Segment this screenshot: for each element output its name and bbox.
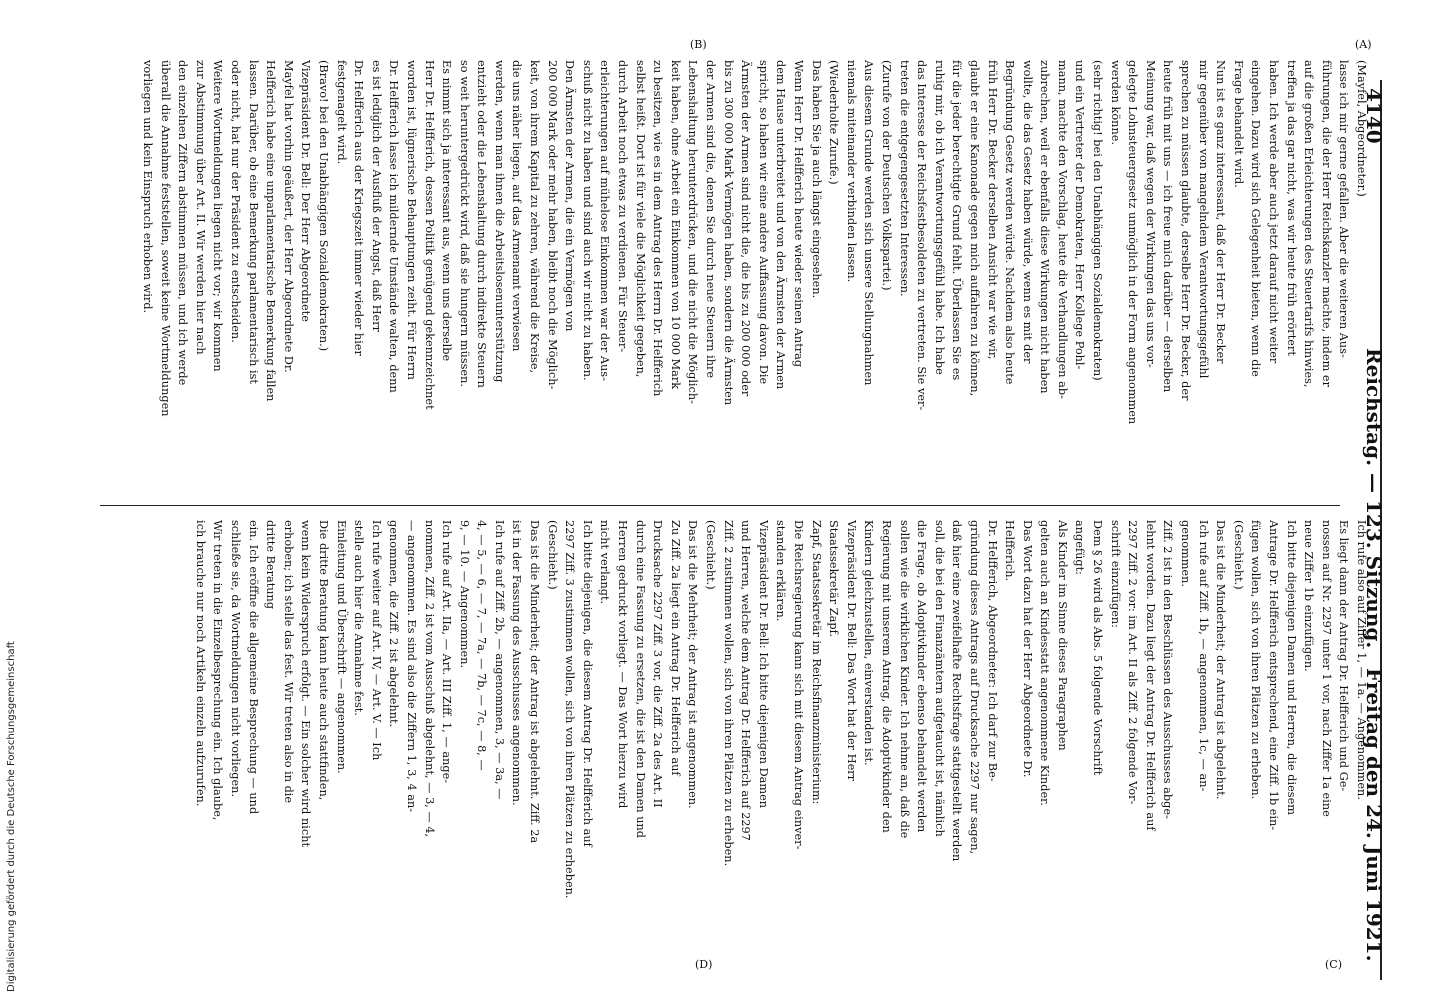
text-line: Frage behandelt wird. <box>1231 60 1245 188</box>
text-line: Einleitung und Überschrift — angenommen. <box>334 520 348 774</box>
text-line: sprechen zu müssen glaubte, derselbe Herr Dr. Becker, der <box>1179 60 1193 401</box>
text-line: nicht verlangt. <box>598 520 612 605</box>
text-line: dritte Beratung <box>264 520 278 610</box>
margin-letter-d: (D) <box>695 958 713 971</box>
text-line: haben. Ich werde aber auch jetzt darauf nicht weiter <box>1267 60 1281 364</box>
text-line: wenn kein Widerspruch erfolgt. — Ein solcher wird nicht <box>299 520 313 848</box>
text-line: Mayfel hat vorhin geäußert, der Herr Abgeordnete Dr. <box>281 60 295 373</box>
text-line: führungen, die der Herr Reichskanzler machte, indem er <box>1319 60 1333 387</box>
funding-note: Digitalisierung gefördert durch die Deutsche Forschungsgemeinschaft <box>6 641 17 992</box>
text-column-left <box>138 60 1370 500</box>
text-line: angefügt: <box>1073 520 1087 575</box>
text-line: dem Hause unterbreitet und von den Ärmsten der Armen <box>774 60 788 390</box>
margin-letter-c: (C) <box>1325 958 1342 971</box>
text-line: und ein Vertreter der Demokraten, Herr Kollege Pohl- <box>1073 60 1087 370</box>
text-line: Helfferich. <box>1003 520 1017 582</box>
text-line: Dem § 26 wird als Abs. 5 folgende Vorschrift <box>1091 520 1105 776</box>
text-line: Vizepräsident Dr. Bell: Der Herr Abgeordnete <box>299 60 313 322</box>
text-line: Aus diesem Grunde werden sich unsere Stellungnahmen <box>862 60 876 386</box>
text-line: Ärmsten der Armen sind nicht die, die bis zu 200 000 oder <box>739 60 753 397</box>
text-line: sollen wie die wirklichen Kinder. Ich nehme an, daß die <box>897 520 911 839</box>
text-line: Begründung Gesetz werden würde. Nachdem also heute <box>1003 60 1017 385</box>
text-line: mir gegenüber von mangelndem Verantwortungsgefühl <box>1196 60 1210 379</box>
text-line: Drucksache 2297 Ziff. 3 vor, die Ziff. 2a des Art. II <box>651 520 665 808</box>
text-line: genommen. <box>1179 520 1193 587</box>
text-column-right <box>191 520 1370 980</box>
text-line: Vizepräsident Dr. Bell: Ich bitte diejenigen Damen <box>756 520 770 809</box>
text-line: durch eine Fassung zu ersetzen, die ist den Damen und <box>633 520 647 839</box>
text-line: neue Ziffer 1b einzufügen. <box>1302 520 1316 672</box>
text-line: Das ist die Minderheit; der Antrag ist abgelehnt. <box>1214 520 1228 800</box>
text-line: zubrechen, weil er ebenfalls diese Wirkungen nicht haben <box>1038 60 1052 394</box>
text-line: überall die Annahme feststellen, soweit keine Wortmeldungen <box>158 60 172 417</box>
text-line: ein. Ich eröffne die allgemeine Besprechung — und <box>246 520 260 815</box>
text-line: 9, — 10. — Angenommen. <box>457 520 471 669</box>
text-line: die Frage, ob Adoptivkinder ebenso behandelt werden <box>915 520 929 833</box>
text-line: soll, die bei den Finanzämtern aufgetaucht ist, nämlich <box>932 520 946 837</box>
text-line: werden, wenn man ihnen die Arbeitslosenunterstützung <box>492 60 506 383</box>
text-line: nossen auf Nr. 2297 unter 1 vor, nach Ziffer 1a eine <box>1319 520 1333 817</box>
text-line: Den Ärmsten der Armen, die ein Vermögen von <box>563 60 577 332</box>
text-line: den einzelnen Ziffern abstimmen müssen, und ich werde <box>176 60 190 386</box>
text-line: schließe sie, da Wortmeldungen nicht vorliegen. <box>229 520 242 798</box>
text-line: erhoben; ich stelle das fest. Wir treten also in die <box>281 520 295 804</box>
text-line: Wir treten in die Einzelbesprechung ein. Ich glaube, <box>211 520 225 821</box>
text-line: lehnt worden. Dazu liegt der Antrag Dr. Helfferich auf <box>1143 520 1157 831</box>
text-line: lasse ich mir gerne gefallen. Aber die weiteren Aus- <box>1337 60 1351 358</box>
text-line: selbst heißt. Dort ist für viele die Möglichkeit gegeben, <box>633 60 647 378</box>
text-line: 4, — 5, — 6, — 7, — 7a, — 7b, — 7c, — 8, — <box>475 520 489 771</box>
text-line: fügen wollen, sich von ihren Plätzen zu erheben. <box>1249 520 1263 800</box>
text-line: (Wiederholte Zurufe.) <box>827 60 841 185</box>
text-line: vorliegen und kein Einspruch erhoben wird. <box>141 60 155 314</box>
text-line: keit, von ihrem Kapital zu zehren, während die Kreise, <box>528 60 542 374</box>
text-line: Die Reichsregierung kann sich mit diesem Antrag einver- <box>792 520 805 850</box>
text-line: daß hier eine zweifelhafte Rechtsfrage stattgestellt werden <box>950 520 964 862</box>
text-line: auf die großen Erleichterungen des Steuertarifs hinwies, <box>1302 60 1316 388</box>
text-line: (Mayfel, Abgeordneter.) <box>1355 60 1368 197</box>
text-line: entzieht oder die Lebenshaltung durch indirekte Steuern <box>475 60 489 388</box>
text-line: standen erklären. <box>774 520 788 622</box>
text-line: treten die entgegengesetzten Interessen. <box>897 60 911 297</box>
text-line: festgenagelt wird. <box>334 60 348 165</box>
text-line: zu besitzen, wie es in dem Antrag des Herrn Dr. Helfferich <box>651 60 665 397</box>
text-line: keit haben, ohne Arbeit ein Einkommen von 10 000 Mark <box>668 60 682 390</box>
text-line: oder nicht, hat nur der Präsident zu entscheiden. <box>229 60 242 343</box>
text-line: so weit heruntergedrückt wird, daß sie hungern müssen. <box>457 60 471 387</box>
text-line: nommen, Ziff. 2 ist vom Ausschuß abgelehnt, — 3, — 4, <box>422 520 436 838</box>
text-line: Es nimmt sich ja interessant aus, wenn uns derselbe <box>440 60 454 362</box>
text-line: (Geschieht.) <box>1231 520 1245 590</box>
text-line: Helfferich habe eine unparlamentarische Bemerkung fallen <box>264 60 278 402</box>
text-line: 200 000 Mark oder mehr haben, bleibt noch die Möglich- <box>545 60 559 390</box>
text-line: früh Herr Dr. Becker derselben Ansicht war wie wir, <box>985 60 999 360</box>
margin-letter-b: (B) <box>690 38 707 51</box>
text-line: Ich rufe auf Art. IIa, — Art. III Ziff. 1, — ange- <box>440 520 454 784</box>
text-line: (Geschieht.) <box>545 520 559 590</box>
text-line: Wenn Herr Dr. Helfferich heute wieder seinen Antrag <box>792 60 805 368</box>
text-line: Nun ist es ganz interessant, daß der Herr Dr. Becker <box>1214 60 1228 364</box>
text-line: Als Kinder im Sinne dieses Paragraphen <box>1055 520 1069 751</box>
text-line: stelle auch hier die Annahme fest. <box>352 520 366 716</box>
text-line: erleichterungen auf mühelose Einkommen war der Aus- <box>598 60 612 381</box>
text-line: gründung dieses Antrags auf Drucksache 2297 nur sagen, <box>967 520 981 855</box>
text-line: es ist lediglich der Ausfluß der Angst, daß Herr <box>369 60 383 333</box>
text-line: Dr. Helfferich, Abgeordneter: Ich darf zur Be- <box>985 520 999 782</box>
text-line: spricht, so haben wir eine andere Auffassung davon. Die <box>756 60 770 385</box>
text-line: Zu Ziff. 2a liegt ein Antrag Dr. Helfferich auf <box>668 520 682 776</box>
text-line: Ich rufe also auf Ziffer 1, — 1a. — Angenommen. <box>1355 520 1368 800</box>
text-line: Weitere Wortmeldungen liegen nicht vor; wir kommen <box>211 60 225 372</box>
text-line: heute früh mit uns — ich freue mich darüber — derselben <box>1161 60 1175 393</box>
text-line: 2297 Ziff. 2 vor: im Art. II als Ziff. 2 folgende Vor- <box>1126 520 1140 805</box>
text-line: Das Wort dazu hat der Herr Abgeordnete Dr. <box>1020 520 1034 778</box>
text-line: Staatssekretär Zapf. <box>827 520 841 637</box>
text-line: Vizepräsident Dr. Bell: Das Wort hat der Herr <box>844 520 858 782</box>
text-line: Zapf, Staatssekretär im Reichsfinanzministerium: <box>809 520 823 805</box>
header-date: Freitag den 24. Juni 1921. <box>1362 668 1386 962</box>
text-line: Regierung mit unserem Antrag, die Adoptivkinder den <box>879 520 893 833</box>
text-line: Herren gedruckt vorliegt. — Das Wort hierzu wird <box>616 520 630 809</box>
text-line: durch Arbeit noch etwas zu verdienen. Für Steuer- <box>616 60 630 353</box>
text-line: gelegte Lohnsteuergesetz unmöglich in der Form angenommen <box>1126 60 1140 425</box>
text-line: (Geschieht.) <box>704 520 718 590</box>
text-line: ruhig mir, ob ich Verantwortungsgefühl habe. Ich habe <box>932 60 946 375</box>
text-line: Ich rufe weiter auf Art. IV, — Art. V. — Ich <box>369 520 383 761</box>
text-line: für die jeder berechtigte Grund fehlt. Überlassen Sie es <box>950 60 964 381</box>
text-line: wollte, die das Gesetz haben würde, wenn es mit der <box>1020 60 1034 364</box>
text-line: Antrage Dr. Helfferich entsprechend, eine Ziff. 1b ein- <box>1267 520 1281 831</box>
text-line: schrift einzufügen: <box>1108 520 1122 628</box>
text-line: schuß nicht zu haben und sind auch wir nicht zu haben. <box>580 60 594 381</box>
text-line: Meinung war, daß wegen der Wirkungen das uns vor- <box>1143 60 1157 368</box>
text-line: werden könne. <box>1108 60 1122 146</box>
text-line: Das ist die Mehrheit; der Antrag ist angenommen. <box>686 520 700 809</box>
text-line: treffen ja das gar nicht, was wir heute früh erörtert <box>1284 60 1298 356</box>
text-line: gelten auch an Kindesstatt angenommene Kinder. <box>1038 520 1052 806</box>
text-line: glaubt er eine Kanonade gegen mich auffahren zu können, <box>967 60 981 397</box>
text-line: Ich rufe auf Ziff. 1b, — angenommen, 1c, — an- <box>1196 520 1210 792</box>
text-line: Ich bitte diejenigen, die diesem Antrag Dr. Helfferich auf <box>580 520 594 847</box>
text-line: ich brauche nur noch Artikeln einzeln aufzurufen. <box>193 520 207 807</box>
column-divider <box>100 505 1340 506</box>
text-line: niemals miteinander verbinden lassen. <box>844 60 858 283</box>
text-line: lassen. Darüber, ob eine Bemerkung parlamentarisch ist <box>246 60 260 384</box>
text-line: Lebenshaltung herunterdrücken, und die nicht die Möglich- <box>686 60 700 404</box>
text-line: mann, machte den Vorschlag, heute die Verhandlungen ab- <box>1055 60 1069 399</box>
text-line: Es liegt dann der Antrag Dr. Helfferich und Ge- <box>1337 520 1351 792</box>
text-line: Ich rufe auf Ziff. 2b, — angenommen, 3, — 3a, — <box>492 520 506 800</box>
text-line: zur Abstimmung über Art. II. Wir werden hier nach <box>193 60 207 355</box>
text-line: Das ist die Minderheit; der Antrag ist abgelehnt. Ziff. 2a <box>528 520 542 844</box>
text-line: und Herren, welche dem Antrag Dr. Helfferich auf 2297 <box>739 520 753 841</box>
text-line: Die dritte Beratung kann heute auch stattfinden, <box>316 520 330 801</box>
text-line: eingehen. Dazu wird sich Gelegenheit bieten, wenn die <box>1249 60 1263 377</box>
text-line: die uns näher liegen, auf das Armenamt verwiesen <box>510 60 524 352</box>
text-line: Kindern gleichzustellen, einverstanden ist. <box>862 520 876 766</box>
text-line: 2297 Ziff. 3 zustimmen wollen, sich von ihren Plätzen zu erheben. <box>563 520 577 899</box>
text-line: Ich bitte diejenigen Damen und Herren, die diesem <box>1284 520 1298 816</box>
text-line: der Armen sind die, denen Sie durch neue Steuern ihre <box>704 60 718 379</box>
text-line: Ziff. 2 ist in den Beschlüssen des Ausschusses abge- <box>1161 520 1175 819</box>
text-line: Das haben Sie ja auch längst eingesehen. <box>809 60 823 299</box>
margin-letter-a: (A) <box>1355 38 1372 51</box>
text-line: Dr. Helfferich aus der Kriegszeit immer wieder hier <box>352 60 366 356</box>
text-line: Ziff. 2 zustimmen wollen, sich von ihren Plätzen zu erheben. <box>721 520 735 867</box>
text-line: Dr. Helfferich lasse ich mildernde Umstände walten, denn <box>387 60 401 393</box>
text-line: (sehr richtig! bei den Unabhängigen Sozialdemokraten) <box>1091 60 1105 381</box>
text-line: das Interesse der Reichsfestbesoldeten zu vertreten. Sie ver- <box>915 60 929 411</box>
text-line: bis zu 300 000 Mark Vermögen haben, sondern die Ärmsten <box>721 60 735 406</box>
text-line: (Bravo! bei den Unabhängigen Sozialdemokraten.) <box>316 60 330 352</box>
text-line: — angenommen. Es sind also die Ziffern 1, 3, 4 an- <box>404 520 418 813</box>
text-line: ist in der Fassung des Ausschusses angenommen. <box>510 520 524 806</box>
page-number: 4140 <box>1362 88 1386 144</box>
text-line: (Zurufe von der Deutschen Volkspartei.) <box>879 60 893 291</box>
header-title: Reichstag. — 123. Sitzung. <box>1362 348 1386 649</box>
text-line: Herr Dr. Helfferich, dessen Politik genügend gekennzeichnet <box>422 60 436 410</box>
text-line: worden ist, lügnerische Behauptungen zeiht. Für Herrn <box>404 60 418 380</box>
text-line: genommen, die Ziff. 2 ist abgelehnt. <box>387 520 401 728</box>
